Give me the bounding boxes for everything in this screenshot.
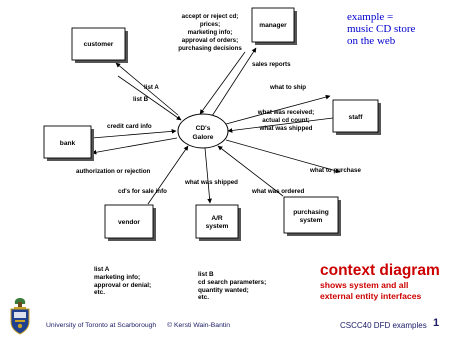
example-line-2: music CD store (347, 23, 416, 35)
entity-purchasing-label-1: purchasing (293, 209, 329, 216)
entity-customer-label: customer (83, 41, 114, 48)
context-diagram-subtitle (320, 280, 448, 301)
entity-vendor (105, 205, 153, 238)
flow-manager-in-5: purchasing decisions (178, 45, 242, 52)
note-list-a-2: marketing info; (94, 273, 141, 281)
footer-left (46, 322, 239, 329)
example-note (347, 11, 447, 47)
flow-staff-in-1: what was received; (257, 109, 315, 116)
note-list-a (94, 266, 151, 297)
flow-what-to-ship: what to ship (270, 84, 307, 91)
flow-manager-in-2: prices; (199, 21, 221, 28)
note-list-a-1: list A (94, 266, 110, 273)
flow-what-to-purchase: what to purchase (310, 167, 361, 174)
entity-ar-label-2: system (205, 223, 229, 230)
flow-what-was-shipped: what was shipped (185, 179, 238, 186)
note-list-b-2: cd search parameters; (198, 278, 267, 286)
context-diagram-title: context diagram (320, 262, 440, 279)
entity-staff (333, 100, 378, 132)
note-list-b-3: quantity wanted; (198, 286, 249, 294)
flow-cds-for-sale: cd's for sale info (118, 188, 167, 195)
flow-sales-reports: sales reports (252, 61, 291, 68)
page-number: 1 (433, 317, 440, 329)
entity-customer (72, 28, 125, 60)
note-list-b (198, 271, 266, 302)
entity-purchasing-system (284, 197, 338, 233)
entity-manager (252, 8, 294, 42)
note-list-b-4: etc. (198, 294, 210, 302)
context-sub-line-1: shows system and all (320, 280, 409, 290)
context-sub-line-2: external entity interfaces (320, 290, 422, 301)
entity-ar-system (196, 205, 238, 238)
flow-staff-in-3: what was shipped (259, 125, 313, 132)
example-line-1: example = (347, 11, 394, 23)
flow-credit-card-info: credit card info (107, 123, 152, 130)
process-label-line2: Galore (192, 134, 214, 141)
arrow-from-vendor (148, 146, 188, 204)
flow-manager-in-4: approval of orders; (181, 37, 239, 44)
entity-bank-label: bank (59, 140, 76, 147)
arrow-from-manager (200, 52, 245, 114)
arrow-to-manager (212, 48, 256, 116)
arrow-from-bank (92, 131, 176, 138)
entity-purchasing-label-2: system (299, 217, 323, 224)
note-list-a-4: etc. (94, 289, 106, 297)
flow-manager-in-1: accept or reject cd; (181, 13, 239, 20)
flow-what-was-ordered: what was ordered (252, 188, 305, 195)
entity-bank (44, 126, 91, 158)
flow-list-b: list B (133, 96, 149, 103)
process-cds-galore (178, 114, 228, 148)
arrow-from-customer (118, 76, 181, 120)
flow-staff-in-2: actual cd count; (262, 117, 310, 124)
footer-university: University of Toronto at Scarborough (46, 322, 157, 329)
entity-staff-label: staff (348, 114, 363, 121)
note-list-a-3: approval or denial; (94, 281, 152, 289)
process-label-line1: CD's (195, 125, 211, 132)
flow-list-a: list A (144, 84, 159, 91)
entity-vendor-label: vendor (118, 219, 140, 226)
example-line-3: on the web (347, 35, 396, 47)
university-crest-icon (6, 296, 34, 336)
note-list-b-1: list B (198, 271, 214, 278)
footer-copyright: © Kersti Wain-Bantin (167, 322, 231, 329)
arrow-to-ar (205, 148, 210, 203)
footer-course: CSCC40 DFD examples (340, 321, 427, 330)
flow-manager-in-3: marketing info; (187, 29, 233, 36)
entity-manager-label: manager (259, 22, 287, 29)
arrow-to-bank (92, 138, 177, 153)
entity-ar-label-1: A/R (211, 215, 223, 222)
flow-authorization: authorization or rejection (76, 168, 151, 175)
